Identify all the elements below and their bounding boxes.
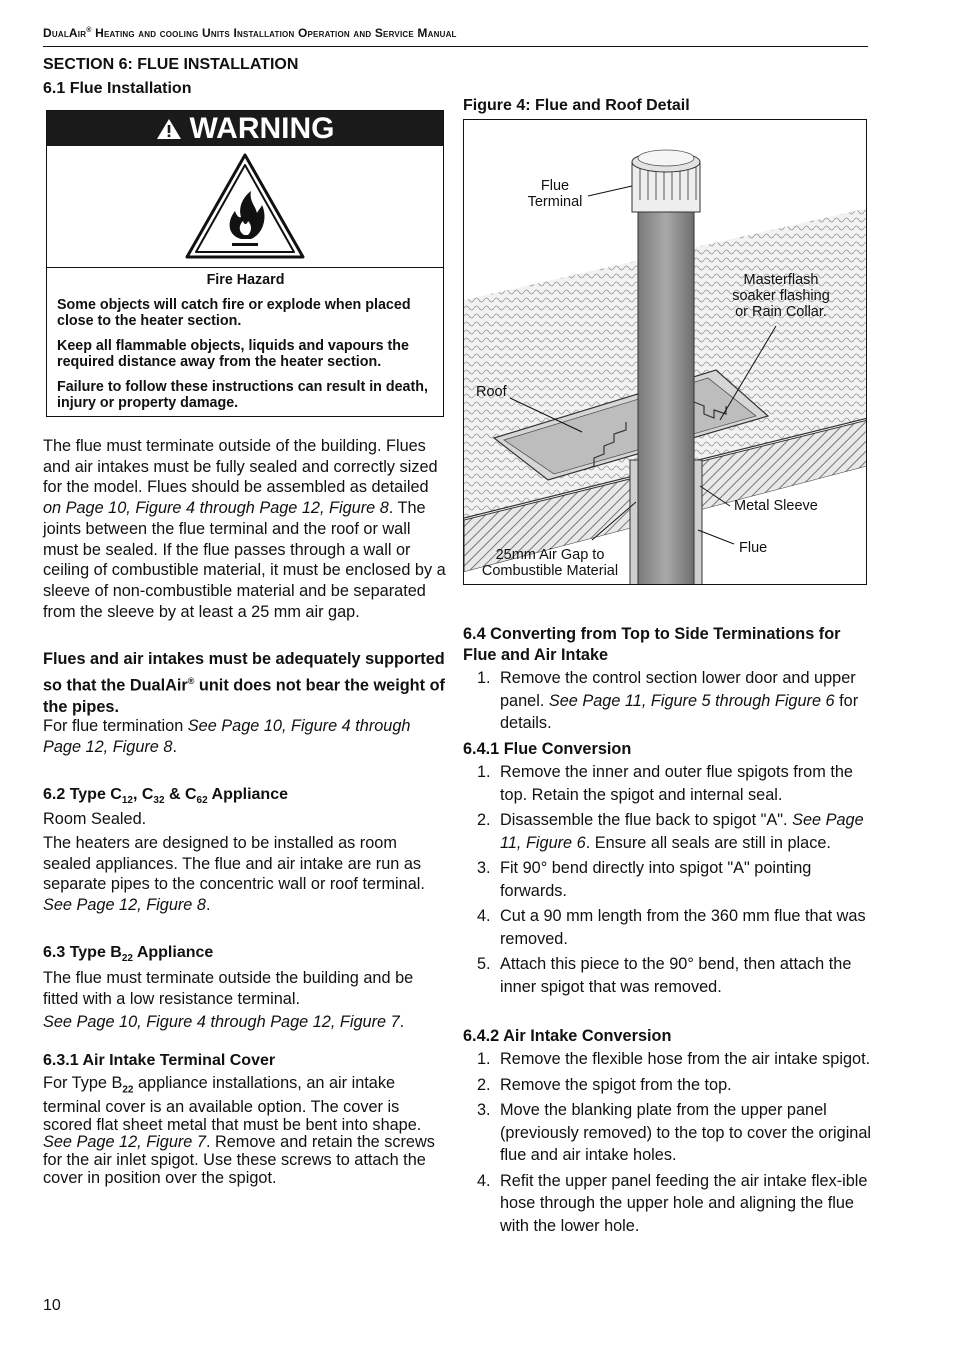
step-number: 3. xyxy=(477,859,491,877)
list-item xyxy=(463,1074,873,1097)
c-para: The heaters are designed to be installed as room sealed appliances. The flue and air intake are run as separate pipes to the concentric wall or roof terminal. xyxy=(43,834,425,894)
room-sealed-text: Room Sealed. xyxy=(43,810,147,828)
b-sub: 22 xyxy=(121,953,133,965)
c-title-c: & C xyxy=(164,786,197,803)
masterflash-label xyxy=(716,272,846,320)
cover-c: . Remove and retain the screws for the air inlet spigot. Use these screws to attach the cover in position over the spigot. xyxy=(43,1133,435,1187)
flue-roof-figure xyxy=(463,119,867,585)
cover-ref: See Page 12, Figure 7 xyxy=(43,1133,206,1152)
fire-hazard-icon xyxy=(183,151,307,263)
subsection-title: 6.1 Flue Installation xyxy=(43,80,192,97)
flue-install-paragraph xyxy=(43,436,447,622)
flue-label: Flue xyxy=(739,540,768,556)
b-title-a: 6.3 Type B xyxy=(43,944,122,961)
hazard-name: Fire Hazard xyxy=(206,272,285,288)
cover-sub: 22 xyxy=(122,1084,134,1096)
masterflash-label-1: Masterflash xyxy=(743,272,819,288)
term-text-a: For flue termination xyxy=(43,717,188,735)
warning-line-2: Keep all flammable objects, liquids and vapours the required distance away from the heater section. xyxy=(57,338,409,370)
step-text-a: Remove the control section lower door and upper panel. xyxy=(500,669,856,710)
air-gap-label xyxy=(472,547,628,579)
c-title-a: 6.2 Type C xyxy=(43,786,122,803)
para-text-b: . The joints between the flue terminal and the roof or wall must be sealed. If the flue passes through a wall or ceiling of combustible material, it must be enclosed by a sleeve of non-combustible material and be separated from the sleeve by at least a 25 mm air gap. xyxy=(43,499,446,621)
flue-conversion-steps xyxy=(463,761,873,1001)
roof-label: Roof xyxy=(476,384,507,400)
list-item xyxy=(463,1048,873,1071)
term-ref: See Page 10, Figure 4 through Page 12, Figure 8 xyxy=(43,717,411,756)
step-text: Fit 90° bend directly into spigot "A" pointing forwards. xyxy=(500,859,812,900)
c-sub-3: 62 xyxy=(196,795,208,807)
type-b-paragraph: The flue must terminate outside the building and be fitted with a low resistance terminal. xyxy=(43,969,414,1008)
c-ref: See Page 12, Figure 8 xyxy=(43,896,206,915)
conversion-heading: 6.4 Converting from Top to Side Terminations for Flue and Air Intake xyxy=(463,625,841,664)
para-text-a: The flue must terminate outside of the building. Flues and air intakes must be fully sealed and correctly sized for the model. Flues should be assembled as detailed xyxy=(43,437,438,497)
termination-paragraph xyxy=(43,716,447,757)
air-gap-label-1: 25mm Air Gap to xyxy=(495,547,605,563)
warning-triangle-icon xyxy=(156,118,182,140)
step-text: Refit the upper panel feeding the air intake flex-ible hose through the upper hole and aligning the flue with the lower hole. xyxy=(500,1171,868,1235)
flue-conversion-heading: 6.4.1 Flue Conversion xyxy=(463,740,632,758)
para-ref: on Page 10, Figure 4 through Page 12, Figure 8 xyxy=(43,499,389,518)
header-reg: ® xyxy=(86,27,92,35)
warning-title: WARNING xyxy=(189,111,335,145)
step-text: Move the blanking plate from the upper panel (previously removed) to the top to cover the original flue and air intake holes. xyxy=(500,1101,872,1164)
step-ref: See Page 11, Figure 6 xyxy=(500,811,864,852)
page-number: 10 xyxy=(43,1297,61,1314)
step-text: Remove the spigot from the top. xyxy=(500,1075,732,1094)
list-item xyxy=(463,953,873,998)
b-ref: See Page 10, Figure 4 through Page 12, Figure 7 xyxy=(43,1013,400,1031)
fire-hazard-symbol xyxy=(47,146,443,268)
header-brand: DualAir xyxy=(43,26,87,40)
step-ref: See Page 11, Figure 5 through Figure 6 xyxy=(548,691,835,710)
air-gap-label-2: Combustible Material xyxy=(481,563,619,579)
type-c-paragraph xyxy=(43,833,447,916)
list-item xyxy=(463,905,873,950)
b-end: . xyxy=(399,1013,405,1031)
list-item xyxy=(463,1170,873,1238)
step-text: Cut a 90 mm length from the 360 mm flue that was removed. xyxy=(500,907,866,948)
c-sub-2: 32 xyxy=(153,795,165,807)
support-warning-paragraph xyxy=(43,648,447,718)
flue-terminal-label-1: Flue xyxy=(540,178,570,194)
b-title-b: Appliance xyxy=(132,944,214,961)
list-item xyxy=(463,1099,873,1167)
warning-line-3: Failure to follow these instructions can result in death, injury or property damage. xyxy=(57,379,428,411)
warning-line-1: Some objects will catch fire or explode when placed close to the heater section. xyxy=(57,297,411,329)
air-intake-conversion-heading: 6.4.2 Air Intake Conversion xyxy=(463,1027,672,1045)
list-item xyxy=(463,761,873,806)
masterflash-label-2: soaker flashing xyxy=(732,288,830,304)
step-number: 5. xyxy=(477,955,491,973)
step-number: 3. xyxy=(477,1101,491,1119)
type-c-heading xyxy=(43,785,447,812)
step-text: Remove the flexible hose from the air intake spigot. xyxy=(500,1050,871,1068)
metal-sleeve-label: Metal Sleeve xyxy=(734,498,818,514)
warning-text xyxy=(47,268,443,411)
bold-text-a: Flues and air intakes must be adequately supported so that the DualAir xyxy=(43,650,445,695)
figure-title: Figure 4: Flue and Roof Detail xyxy=(463,97,690,114)
warning-banner xyxy=(47,111,443,146)
step-number: 4. xyxy=(477,907,491,925)
step-number: 1. xyxy=(477,669,491,687)
step-number: 1. xyxy=(477,1050,491,1068)
step-text-b: for details. xyxy=(500,691,859,732)
header-rest: Heating and cooling Units Installation Operation and Service Manual xyxy=(91,26,457,40)
step-text-a: Disassemble the flue back to spigot "A". xyxy=(500,811,793,829)
section-title: SECTION 6: FLUE INSTALLATION xyxy=(43,56,299,73)
step-text: Remove the inner and outer flue spigots from the top. Retain the spigot and internal seal. xyxy=(500,763,853,804)
step-number: 2. xyxy=(477,1075,491,1094)
bold-reg: ® xyxy=(187,676,195,686)
bold-text-b: unit does not bear the weight of the pipes. xyxy=(43,676,445,717)
term-text-b: . xyxy=(172,737,177,756)
step-number: 4. xyxy=(477,1171,491,1190)
list-item xyxy=(463,857,873,902)
type-b-reference xyxy=(43,1012,447,1033)
air-intake-conversion-steps xyxy=(463,1048,873,1240)
c-sub-1: 12 xyxy=(121,795,133,807)
list-item xyxy=(463,667,873,735)
flue-pipe xyxy=(638,208,694,585)
c-end: . xyxy=(205,896,211,915)
cover-a: For Type B xyxy=(43,1074,123,1092)
terminal-cover-heading: 6.3.1 Air Intake Terminal Cover xyxy=(43,1052,276,1069)
step-number: 1. xyxy=(477,763,491,781)
c-title-d: Appliance xyxy=(207,786,288,803)
flue-terminal-label xyxy=(520,178,590,210)
terminal-cover-paragraph xyxy=(43,1075,447,1187)
step-number: 2. xyxy=(477,811,491,829)
running-header xyxy=(43,26,868,47)
c-title-b: , C xyxy=(132,786,154,803)
masterflash-label-3: or Rain Collar. xyxy=(735,304,827,320)
cover-b: appliance installations, an air intake terminal cover is an available option. The cover is scored flat sheet metal that must be bent into shape. xyxy=(43,1074,422,1134)
warning-box xyxy=(46,110,444,417)
list-item xyxy=(463,809,873,854)
step-text-b: . Ensure all seals are still in place. xyxy=(585,833,831,852)
type-b-heading xyxy=(43,943,447,970)
flue-terminal-label-2: Terminal xyxy=(527,194,583,210)
step-text: Attach this piece to the 90° bend, then attach the inner spigot that was removed. xyxy=(500,955,852,996)
conversion-steps xyxy=(463,667,873,738)
